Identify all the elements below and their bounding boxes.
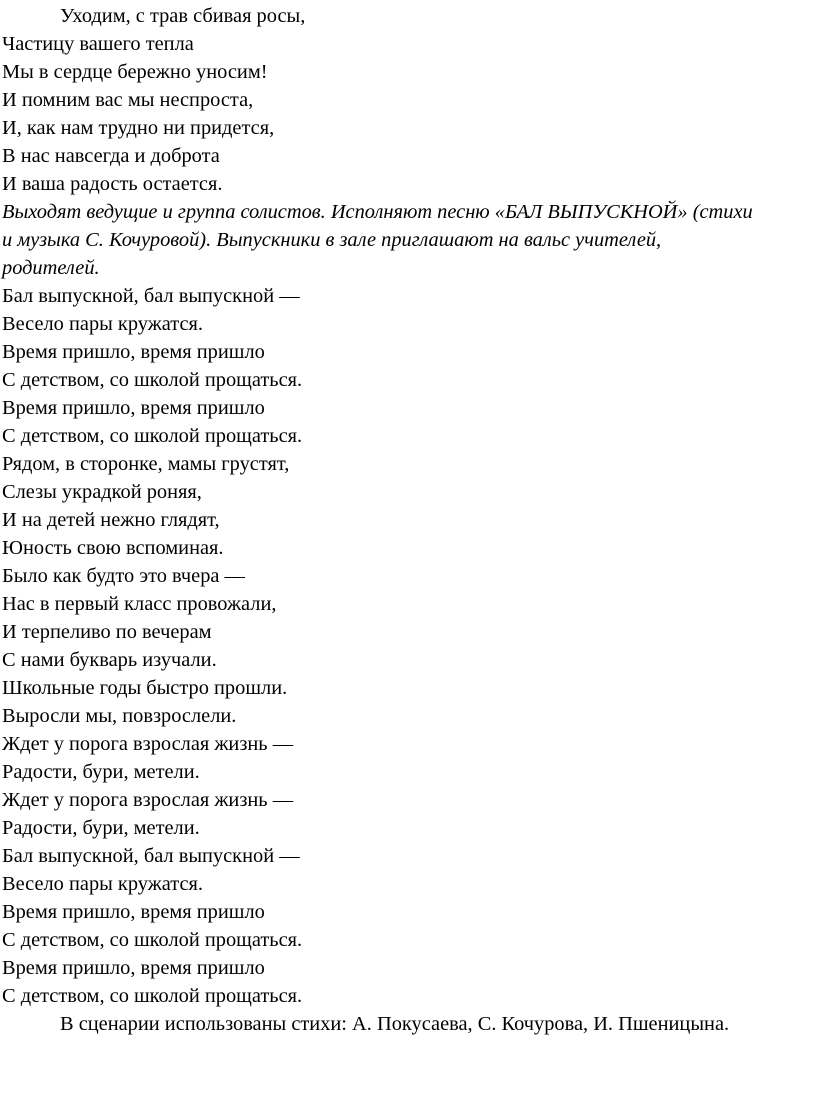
song-line: Нас в первый класс провожали,	[2, 593, 277, 615]
stage-direction: Выходят ведущие и группа солистов. Исполняют песню «БАЛ ВЫПУСКНОЙ» (стихи и музыка С. Кочуровой). Выпускники в зале приглашают на вальс учителей, родителей.	[2, 201, 753, 279]
song-line: И терпеливо по вечерам	[2, 621, 212, 643]
song-line: С нами букварь изучали.	[2, 649, 217, 671]
poem-line: Мы в сердце бережно уносим!	[2, 61, 268, 83]
song-line: Время пришло, время пришло	[2, 901, 265, 923]
song-line: Время пришло, время пришло	[2, 341, 265, 363]
song-line: Весело пары кружатся.	[2, 313, 203, 335]
poem-line: И ваша радость остается.	[2, 173, 223, 195]
song-line: С детством, со школой прощаться.	[2, 929, 303, 951]
song-line: Радости, бури, метели.	[2, 761, 200, 783]
song-line: Выросли мы, повзрослели.	[2, 705, 237, 727]
poem-line: Уходим, с трав сбивая росы,	[60, 5, 306, 27]
poem-line: И, как нам трудно ни придется,	[2, 117, 275, 139]
song-line: С детством, со школой прощаться.	[2, 425, 303, 447]
song-line: С детством, со школой прощаться.	[2, 369, 303, 391]
song-line: Время пришло, время пришло	[2, 957, 265, 979]
song-line: С детством, со школой прощаться.	[2, 985, 303, 1007]
closing-note: В сценарии использованы стихи: А. Покусаева, С. Кочурова, И. Пшеницына.	[60, 1013, 730, 1035]
song-line: Радости, бури, метели.	[2, 817, 200, 839]
poem-line: Частицу вашего тепла	[2, 33, 194, 55]
song-line: Юность свою вспоминая.	[2, 537, 224, 559]
song-line: Бал выпускной, бал выпускной —	[2, 285, 300, 307]
song-lyrics	[2, 282, 786, 1010]
song-line: Школьные годы быстро прошли.	[2, 677, 288, 699]
song-line: Ждет у порога взрослая жизнь —	[2, 789, 294, 811]
song-line: И на детей нежно глядят,	[2, 509, 220, 531]
poem-line: В нас навсегда и доброта	[2, 145, 220, 167]
song-line: Рядом, в сторонке, мамы грустят,	[2, 453, 290, 475]
song-line: Весело пары кружатся.	[2, 873, 203, 895]
song-line: Было как будто это вчера —	[2, 565, 245, 587]
song-line: Слезы украдкой роняя,	[2, 481, 202, 503]
poem-line: И помним вас мы неспроста,	[2, 89, 254, 111]
song-line: Время пришло, время пришло	[2, 397, 265, 419]
song-line: Бал выпускной, бал выпускной —	[2, 845, 300, 867]
song-line: Ждет у порога взрослая жизнь —	[2, 733, 294, 755]
opening-stanza	[2, 2, 786, 198]
